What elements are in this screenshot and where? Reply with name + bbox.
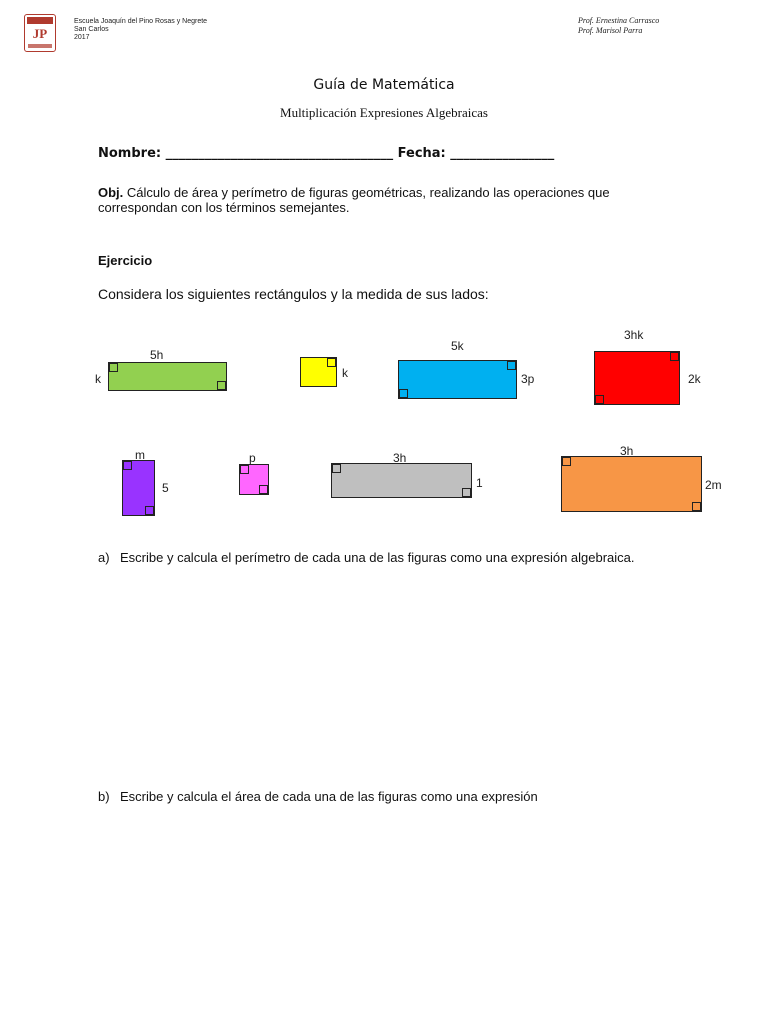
label-side-orange: 2m (705, 478, 722, 492)
label-top-pink: p (249, 451, 256, 465)
right-angle-marker (259, 485, 268, 494)
label-top-blue: 5k (451, 339, 464, 353)
name-date-line (98, 146, 554, 161)
rectangle-blue (398, 360, 517, 399)
right-angle-marker (145, 506, 154, 515)
section-title: Ejercicio (98, 253, 153, 268)
teacher-1: Prof. Ernestina Carrasco (578, 16, 660, 25)
question-a (98, 550, 688, 590)
school-logo (24, 14, 56, 52)
name-blank[interactable]: ___________________________________ (165, 146, 394, 161)
rectangle-pink (239, 464, 269, 495)
label-side-blue: 3p (521, 372, 535, 386)
school-city: San Carlos (74, 26, 109, 33)
label-side-green: k (95, 372, 101, 386)
date-label: Fecha: (397, 146, 446, 161)
objective-label: Obj. (98, 185, 124, 200)
question-b (98, 789, 688, 809)
page-subtitle: Multiplicación Expresiones Algebraicas (280, 105, 488, 120)
right-angle-marker (327, 358, 336, 367)
rectangle-red (594, 351, 680, 405)
right-angle-marker (240, 465, 249, 474)
question-b-label: b) (98, 789, 110, 804)
label-top-red: 3hk (624, 328, 644, 342)
date-blank[interactable]: ________________ (450, 146, 555, 161)
label-top-purple: m (135, 448, 145, 462)
intro-text: Considera los siguientes rectángulos y la medida de sus lados: (98, 286, 489, 302)
right-angle-marker (399, 389, 408, 398)
teacher-2: Prof. Marisol Parra (578, 26, 643, 35)
right-angle-marker (123, 461, 132, 470)
question-a-label: a) (98, 550, 110, 565)
rectangle-green (108, 362, 227, 391)
label-top-orange: 3h (620, 444, 634, 458)
school-info (74, 18, 207, 42)
school-year: 2017 (74, 34, 90, 41)
logo-monogram: JP (32, 26, 48, 41)
logo-footer (28, 44, 52, 48)
question-a-text: Escribe y calcula el perímetro de cada una de las figuras como una expresión algebraica. (120, 550, 635, 565)
right-angle-marker (692, 502, 701, 511)
label-side-yellow: k (342, 366, 348, 380)
rectangle-yellow (300, 357, 337, 387)
question-b-text: Escribe y calcula el área de cada una de las figuras como una expresión (120, 789, 538, 804)
right-angle-marker (670, 352, 679, 361)
teacher-names (578, 16, 659, 36)
objective (98, 185, 662, 215)
rectangle-gray (331, 463, 472, 498)
logo-band (27, 17, 53, 24)
objective-text: Cálculo de área y perímetro de figuras geométricas, realizando las operaciones que correspondan con los términos semejantes. (98, 185, 610, 215)
label-top-green: 5h (150, 348, 164, 362)
page-title: Guía de Matemática (313, 77, 455, 93)
rectangle-purple (122, 460, 155, 516)
label-top-gray: 3h (393, 451, 407, 465)
rectangle-orange (561, 456, 702, 512)
school-name: Escuela Joaquín del Pino Rosas y Negrete (74, 18, 208, 25)
right-angle-marker (562, 457, 571, 466)
label-side-purple: 5 (162, 481, 169, 495)
label-side-gray: 1 (476, 476, 483, 490)
right-angle-marker (507, 361, 516, 370)
right-angle-marker (332, 464, 341, 473)
right-angle-marker (595, 395, 604, 404)
right-angle-marker (109, 363, 118, 372)
name-label: Nombre: (98, 146, 162, 161)
right-angle-marker (217, 381, 226, 390)
label-side-red: 2k (688, 372, 701, 386)
right-angle-marker (462, 488, 471, 497)
